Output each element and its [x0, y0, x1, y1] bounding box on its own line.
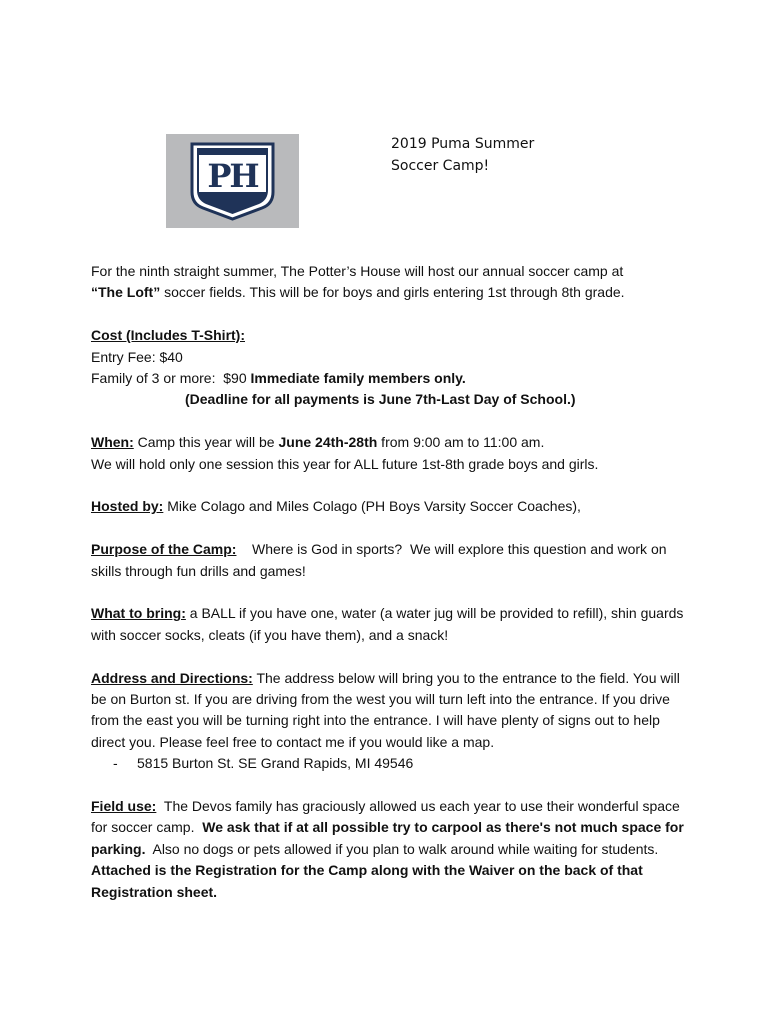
family-fee: Family of 3 or more: $90: [91, 370, 251, 387]
field-text-1: The Devos family has graciously allowed us each year to use their wonderful space for soccer camp.: [91, 798, 684, 836]
entry-fee: Entry Fee: $40: [91, 348, 183, 365]
carpool-note: We ask that if at all possible try to carpool as there's not much space for parking.: [91, 819, 684, 857]
cost-section: [91, 325, 691, 411]
address-section: [91, 668, 691, 775]
address-heading: Address and Directions:: [91, 669, 253, 686]
bring-section: [91, 603, 691, 646]
field-text-2: Also no dogs or pets allowed if you plan to walk around while waiting for students.: [145, 840, 667, 857]
when-heading: When:: [91, 434, 134, 451]
bring-heading: What to bring:: [91, 605, 186, 622]
title-line-1: 2019 Puma Summer: [391, 136, 535, 152]
title-line-2: Soccer Camp!: [391, 158, 490, 174]
address-text: The address below will bring you to the entrance to the field. You will be on Burton st. If you are driving from the west you will turn left into the entrance. If you drive from the east you will be turning right into the entrance. I will have plenty of signs out to help direct you. Please feel free to contact me if you would like a map.: [91, 669, 680, 750]
document-body: [91, 261, 691, 924]
bring-text: a BALL if you have one, water (a water jug will be provided to refill), shin guards with soccer socks, cleats (if you have them), and a snack!: [91, 605, 684, 643]
page-title: [391, 133, 534, 177]
ph-shield-icon: [166, 134, 299, 228]
address-list-item: [91, 753, 691, 774]
purpose-heading: Purpose of the Camp:: [91, 541, 237, 558]
school-logo: [166, 134, 299, 228]
intro-paragraph: [91, 261, 691, 304]
when-text-1: Camp this year will be: [133, 434, 279, 451]
street-address: 5815 Burton St. SE Grand Rapids, MI 49546: [137, 755, 414, 772]
deadline-note: (Deadline for all payments is June 7th-Last Day of School.): [185, 391, 576, 408]
dash-marker: -: [113, 755, 118, 772]
field-heading: Field use:: [91, 798, 157, 815]
session-note: We will hold only one session this year for ALL future 1st-8th grade boys and girls.: [91, 455, 599, 472]
field-section: [91, 796, 691, 903]
when-text-2: from 9:00 am to 11:00 am.: [377, 434, 545, 451]
camp-dates: June 24th-28th: [278, 434, 378, 451]
registration-note: Attached is the Registration for the Camp along with the Waiver on the back of that Registration sheet.: [91, 862, 643, 900]
intro-text-1: For the ninth straight summer, The Potter’s House will host our annual soccer camp at: [91, 263, 624, 279]
hosted-text: Mike Colago and Miles Colago (PH Boys Varsity Soccer Coaches),: [163, 498, 581, 515]
family-note: Immediate family members only.: [250, 370, 466, 387]
intro-text-2: soccer fields. This will be for boys and girls entering 1st through 8th grade.: [160, 284, 625, 301]
purpose-text: Where is God in sports? We will explore this question and work on skills through fun drills and games!: [91, 541, 671, 579]
logo-letters: PH: [207, 157, 258, 195]
hosted-section: [91, 496, 691, 517]
purpose-section: [91, 539, 691, 582]
when-section: [91, 432, 691, 475]
cost-heading: Cost (Includes T-Shirt):: [91, 327, 245, 344]
loft-name: “The Loft”: [91, 284, 161, 301]
hosted-heading: Hosted by:: [91, 498, 164, 515]
